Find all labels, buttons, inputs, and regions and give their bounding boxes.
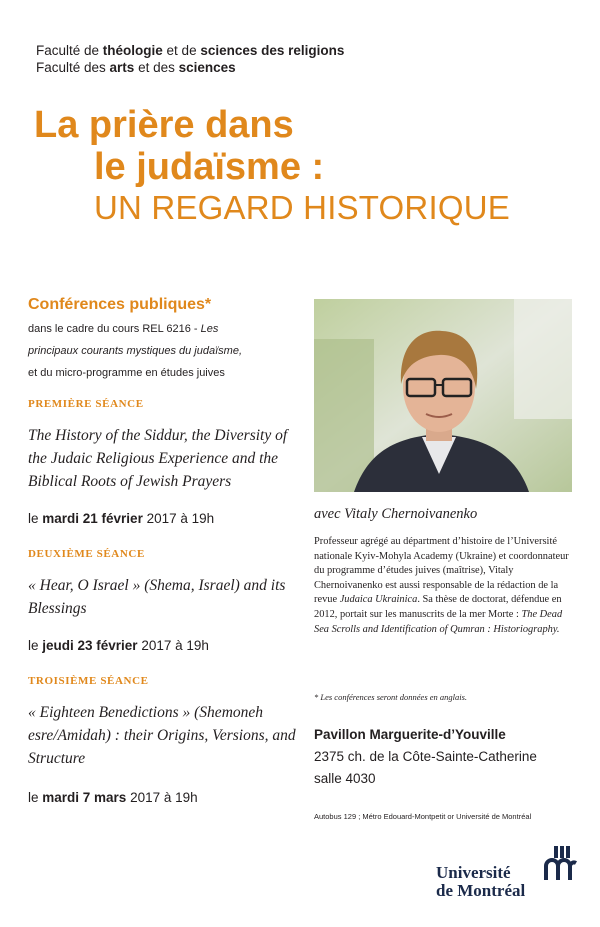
seance-label: PREMIÈRE SÉANCE [28, 398, 144, 410]
seance-2 [28, 548, 298, 653]
faculty-text-bold: théologie [102, 43, 163, 58]
bio-text: Professeur agrégé au départment d’histoire de l’Université nationale Kyiv-Mohyla Academy (Ukraine) et coordonnateur du programme d’études juives (maîtrise), Vitaly Chernoivanenko est aussi responsable de la rédaction de la revue [314, 536, 569, 606]
faculty-header [36, 42, 344, 76]
speaker-name: avec Vitaly Chernoivanenko [314, 506, 478, 522]
faculty-text: Faculté des [36, 60, 110, 75]
desc-text-italic: principaux courants mystiques du judaïsme, [28, 345, 242, 357]
faculty-text-bold: sciences des religions [200, 43, 345, 58]
title-subtitle: UN REGARD HISTORIQUE [94, 189, 510, 226]
speaker-column [314, 506, 576, 637]
date-time: 2017 à 19h [142, 511, 215, 526]
speaker-photo [314, 299, 572, 492]
title-line-1: La prière dans [34, 104, 294, 146]
bio-text-italic: Judaica Ukrainica [339, 594, 418, 606]
desc-line [28, 318, 298, 340]
language-note: * Les conférences seront données en anglais. [314, 692, 468, 702]
conferences-description [28, 318, 298, 384]
venue-name [314, 724, 537, 746]
date-day: mardi 21 février [42, 511, 143, 526]
seance-label: TROISIÈME SÉANCE [28, 675, 149, 687]
seance-date [28, 790, 298, 805]
seance-title: « Eighteen Benedictions » (Shemoneh esre/Amidah) : their Origins, Versions, and Structure [28, 704, 296, 767]
date-prefix: le [28, 638, 43, 653]
desc-line [28, 340, 298, 362]
venue-room: salle 4030 [314, 771, 376, 786]
seance-date [28, 638, 298, 653]
transit-info: Autobus 129 ; Métro Edouard-Montpetit or Université de Montréal [314, 812, 532, 821]
lecture-column [28, 296, 298, 805]
poster-title [34, 104, 510, 228]
bio-text: . Sa thèse de doctorat, défendue en 2012, portait sur les manuscrits de la mer Morte : [314, 594, 562, 620]
logo-line-1: Université [436, 863, 511, 882]
venue-address: 2375 ch. de la Côte-Sainte-Catherine [314, 749, 537, 764]
venue-name-text: Pavillon Marguerite-d’Youville [314, 727, 506, 742]
faculty-text: et de [162, 43, 201, 58]
seance-title: « Hear, O Israel » (Shema, Israel) and its Blessings [28, 577, 286, 617]
faculty-text-bold: arts [109, 60, 135, 75]
faculty-line-theology [36, 42, 344, 59]
seance-date [28, 511, 298, 526]
title-line-2: le judaïsme : [94, 146, 325, 188]
universite-de-montreal-logo [436, 846, 586, 902]
seance-label: DEUXIÈME SÉANCE [28, 548, 145, 560]
faculty-text-bold: sciences [178, 60, 236, 75]
date-day: mardi 7 mars [42, 790, 127, 805]
seance-1 [28, 398, 298, 526]
desc-line: et du micro-programme en études juives [28, 367, 225, 379]
faculty-line-arts [36, 59, 344, 76]
venue-block [314, 724, 537, 790]
seance-3 [28, 675, 298, 805]
speaker-portrait-illustration [314, 299, 572, 492]
date-time: 2017 à 19h [137, 638, 209, 653]
date-prefix: le [28, 511, 43, 526]
logo-emblem-icon [544, 846, 578, 882]
desc-text-italic: Les [200, 323, 219, 335]
faculty-text: Faculté de [36, 43, 103, 58]
logo-wordmark [436, 864, 525, 900]
conferences-heading: Conférences publiques* [28, 296, 212, 313]
seance-title: The History of the Siddur, the Diversity of the Judaic Religious Experience and the Biblical Roots of Jewish Prayers [28, 427, 288, 490]
date-time: 2017 à 19h [126, 790, 198, 805]
speaker-bio [314, 535, 576, 637]
date-prefix: le [28, 790, 43, 805]
logo-line-2: de Montréal [436, 881, 526, 900]
date-day: jeudi 23 février [42, 638, 138, 653]
faculty-text: et des [134, 60, 179, 75]
desc-text: dans le cadre du cours REL 6216 - [28, 323, 201, 335]
bio-text-italic: The Dead Sea Scrolls and Identification of Qumran : Historiography. [314, 608, 563, 635]
